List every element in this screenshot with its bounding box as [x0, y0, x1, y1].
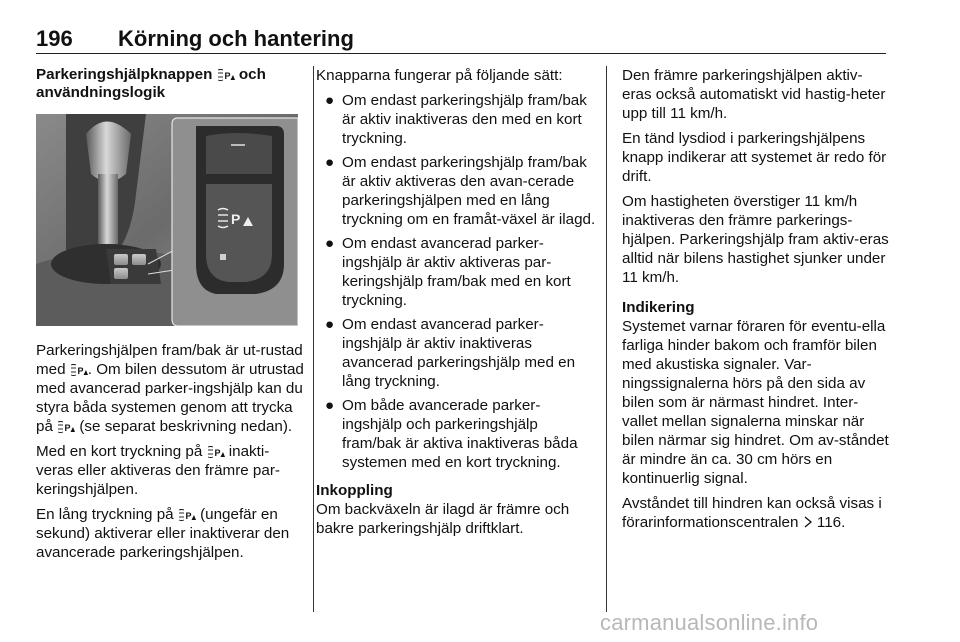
list-item: ● Om endast avancerad parker-ingshjälp är aktiv aktiveras par-keringshjälp fram/bak med en kort tryckning.	[325, 235, 571, 309]
column-1	[36, 66, 304, 568]
paragraph: Om hastigheten överstiger 11 km/h inaktiveras den främre parkerings-hjälpen. Parkeringshjälp fram aktiv-eras alltid när bilens hastighet sjunker under 11 km/h.	[622, 193, 889, 286]
column-divider-1	[313, 66, 314, 612]
park-assist-icon	[178, 509, 196, 521]
list-item: ● Om endast parkeringshjälp fram/bak är aktiv aktiveras den avan-cerade parkeringshjälpen med en lång tryckning om en framåt-växel är ilagd.	[325, 154, 596, 228]
bullet-icon: ●	[325, 316, 335, 333]
column-3	[622, 66, 892, 538]
bullet-icon: ●	[325, 154, 335, 171]
paragraph: Systemet varnar föraren för eventu-ella farliga hinder bakom och framför bilen med akustiska signaler. Var-ningssignalerna hörs på den sida av bilen som är närmast hindret. Inter-vallet mellan signalerna minskar när bilen närmar sig hindret. Om av-ståndet är mindre än ca. 30 cm hörs en kontinuerlig signal.	[622, 318, 889, 487]
park-assist-icon	[207, 446, 225, 458]
section-heading: Indikering	[622, 299, 695, 316]
park-assist-button-photo	[36, 114, 298, 326]
bullet-list	[316, 91, 596, 472]
column-2	[316, 66, 596, 544]
watermark: carmanualsonline.info	[600, 610, 819, 635]
park-assist-icon	[217, 69, 235, 81]
bullet-icon: ●	[325, 92, 335, 109]
column-divider-2	[606, 66, 607, 612]
paragraph: Avståndet till hindren kan också visas i förarinformationscentralen 116.	[622, 495, 882, 531]
paragraph: Den främre parkeringshjälpen aktiv-eras också automatiskt vid hastig-heter upp till 11 km/h.	[622, 67, 886, 122]
list-item: ● Om endast parkeringshjälp fram/bak är aktiv inaktiveras den med en kort tryckning.	[325, 92, 587, 147]
paragraph: En tänd lysdiod i parkeringshjälpens knapp indikerar att systemet är redo för drift.	[622, 130, 887, 185]
bullet-icon: ●	[325, 397, 335, 414]
list-item: ● Om både avancerade parker-ingshjälp och parkeringshjälp fram/bak är aktiva inaktiveras båda systemen med en kort tryckning.	[325, 397, 578, 471]
bullet-icon: ●	[325, 235, 335, 252]
paragraph: Knapparna fungerar på följande sätt:	[316, 67, 563, 84]
paragraph: En lång tryckning på (ungefär en sekund) aktiverar eller inaktiverar den avancerade parkeringshjälpen.	[36, 506, 290, 561]
chapter-title: Körning och hantering	[118, 26, 354, 51]
paragraph: Parkeringshjälpen fram/bak är ut-rustad med . Om bilen dessutom är utrustad med avancerad parker-ingshjälp kan du styra båda systemen genom att trycka på (se separat beskrivning nedan).	[36, 342, 304, 435]
park-assist-icon	[70, 364, 88, 376]
page-ref-arrow-icon	[803, 516, 813, 528]
paragraph: Om backväxeln är ilagd är främre och bakre parkeringshjälp driftklart.	[316, 501, 570, 537]
page-number: 196	[36, 26, 73, 51]
paragraph: Med en kort tryckning på inakti-veras eller aktiveras den främre par-keringshjälpen.	[36, 443, 280, 498]
list-item: ● Om endast avancerad parker-ingshjälp är aktiv inaktiveras avancerad parkeringshjälp med en lång tryckning.	[325, 316, 576, 390]
section-subheading: Parkeringshjälpknappen och användningslogik	[36, 66, 266, 101]
park-assist-icon	[57, 421, 75, 433]
svg-text:P: P	[231, 211, 241, 227]
page-header	[36, 24, 886, 54]
page-reference-link[interactable]: 116.	[816, 514, 846, 531]
section-heading: Inkoppling	[316, 482, 393, 499]
